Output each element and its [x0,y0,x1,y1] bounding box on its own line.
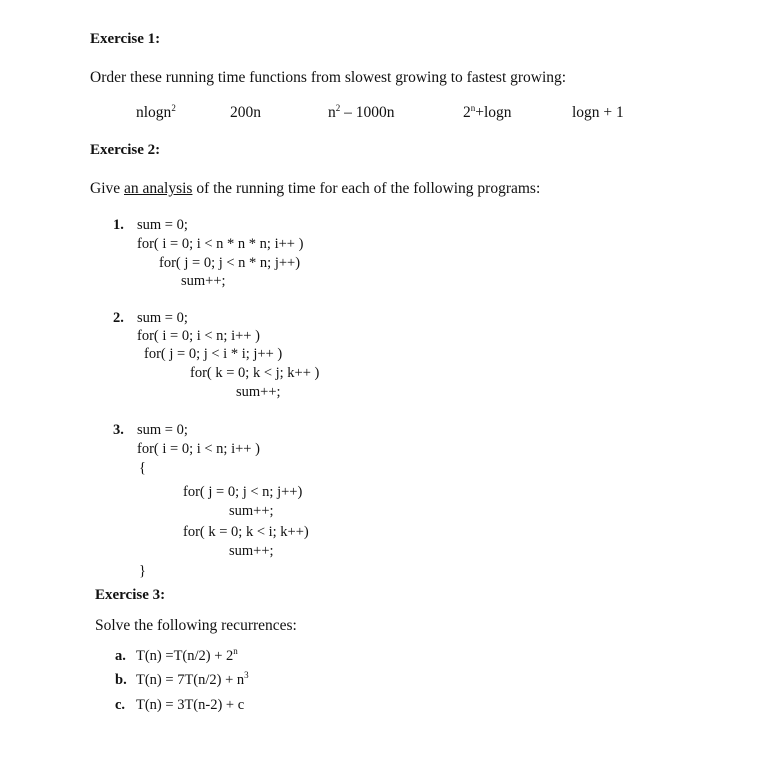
function-2n-logn [463,104,512,122]
recurrence-text: T(n) = 3T(n-2) + c [136,697,245,713]
function-base: 2 [463,104,471,121]
code-line: sum++; [181,273,226,289]
code-brace-close: } [139,563,146,579]
program-number: 2. [113,310,124,326]
function-base: nlogn [136,104,172,121]
function-sup: 2 [171,103,176,113]
recurrence-label: c. [115,697,126,713]
exercise-2-title: Exercise 2: [90,142,161,158]
intro-text: Give [90,180,125,197]
function-sup: 2 [335,103,341,113]
code-line: sum++; [229,543,274,559]
code-line: for( j = 0; j < n; j++) [183,484,303,500]
function-base: 200n [230,104,261,121]
function-200n [230,104,261,122]
exercise-2-intro [90,180,540,198]
analysis-link[interactable]: an analysis [124,180,193,197]
code-line: sum = 0; [137,217,188,233]
exercise-1-instruction: Order these running time functions from slowest growing to fastest growing: [90,69,567,86]
exercise-1-title: Exercise 1: [90,31,161,47]
exercise-3-title: Exercise 3: [95,587,166,603]
function-nlogn2 [136,104,176,122]
code-line: sum++; [229,503,274,519]
program-number: 3. [113,422,124,438]
function-n2-1000n [328,104,395,122]
intro-text: of the running time for each of the following programs: [192,180,541,197]
code-line: for( i = 0; i < n; i++ ) [137,328,260,344]
recurrence-label: b. [115,672,127,688]
function-sup: n [470,103,476,113]
recurrence-text: T(n) = 7T(n/2) + n [136,672,245,688]
recurrence-sup: n [233,646,238,656]
code-line: sum = 0; [137,310,188,326]
function-base: n [328,104,336,121]
code-line: for( i = 0; i < n * n * n; i++ ) [137,236,304,252]
recurrence-c [136,697,244,714]
code-line: for( j = 0; j < i * i; j++ ) [144,346,283,362]
code-brace-open: { [139,460,146,476]
code-line: for( k = 0; k < j; k++ ) [190,365,320,381]
code-line: for( j = 0; j < n * n; j++) [159,255,301,271]
program-number: 1. [113,217,124,233]
recurrence-text: T(n) =T(n/2) + 2 [136,648,234,664]
recurrence-sup: 3 [244,670,249,680]
code-line: for( k = 0; k < i; k++) [183,524,309,540]
function-base: logn + 1 [572,104,624,121]
function-rest: +logn [475,104,512,121]
recurrence-a [136,648,238,665]
recurrence-b [136,672,249,689]
recurrence-label: a. [115,648,126,664]
code-line: sum++; [236,384,281,400]
function-logn-plus-1 [572,104,624,122]
code-line: sum = 0; [137,422,188,438]
code-line: for( i = 0; i < n; i++ ) [137,441,260,457]
function-rest: – 1000n [340,104,395,121]
exercise-3-instruction: Solve the following recurrences: [95,617,297,634]
